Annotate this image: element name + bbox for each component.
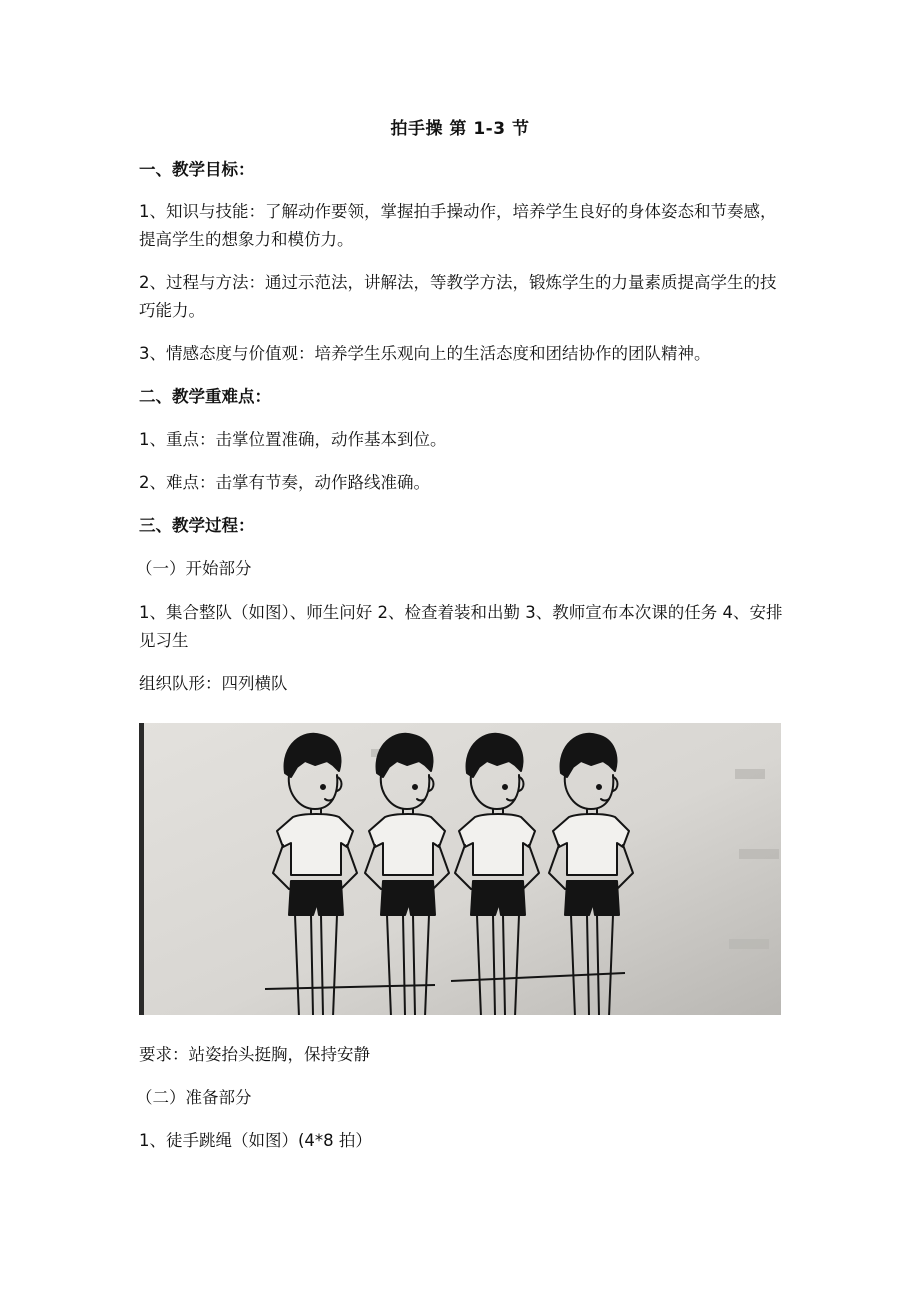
requirement-text: 要求：站姿抬头挺胸，保持安静 — [139, 1045, 370, 1064]
document-title: 拍手操 第 1-3 节 — [390, 119, 530, 139]
key-point-item: 1、重点：击掌位置准确，动作基本到位。 — [139, 430, 447, 449]
part1-heading: （一）开始部分 — [136, 559, 252, 578]
objective-item: 3、情感态度与价值观：培养学生乐观向上的生活态度和团结协作的团队精神。 — [139, 344, 711, 363]
formation-text: 组织队形：四列横队 — [139, 674, 288, 693]
objective-item: 1、知识与技能：了解动作要领，掌握拍手操动作，培养学生良好的身体姿态和节奏感，提高学生的想象力和模仿力。 — [139, 202, 777, 249]
key-point-item: 2、难点：击掌有节奏，动作路线准确。 — [139, 473, 430, 492]
part1-steps: 1、集合整队（如图）、师生问好 2、检查着装和出勤 3、教师宣布本次课的任务 4、安排见习生 — [139, 603, 783, 650]
part2-heading: （二）准备部分 — [136, 1088, 252, 1107]
key-points-heading: 二、教学重难点： — [139, 387, 271, 406]
standing-students-illustration — [139, 723, 781, 1015]
objectives-heading: 一、教学目标： — [139, 160, 255, 179]
process-heading: 三、教学过程： — [139, 516, 255, 535]
part2-item: 1、徒手跳绳（如图）(4*8 拍） — [139, 1131, 372, 1150]
objective-item: 2、过程与方法：通过示范法，讲解法，等教学方法，锻炼学生的力量素质提高学生的技巧能力。 — [139, 273, 777, 320]
